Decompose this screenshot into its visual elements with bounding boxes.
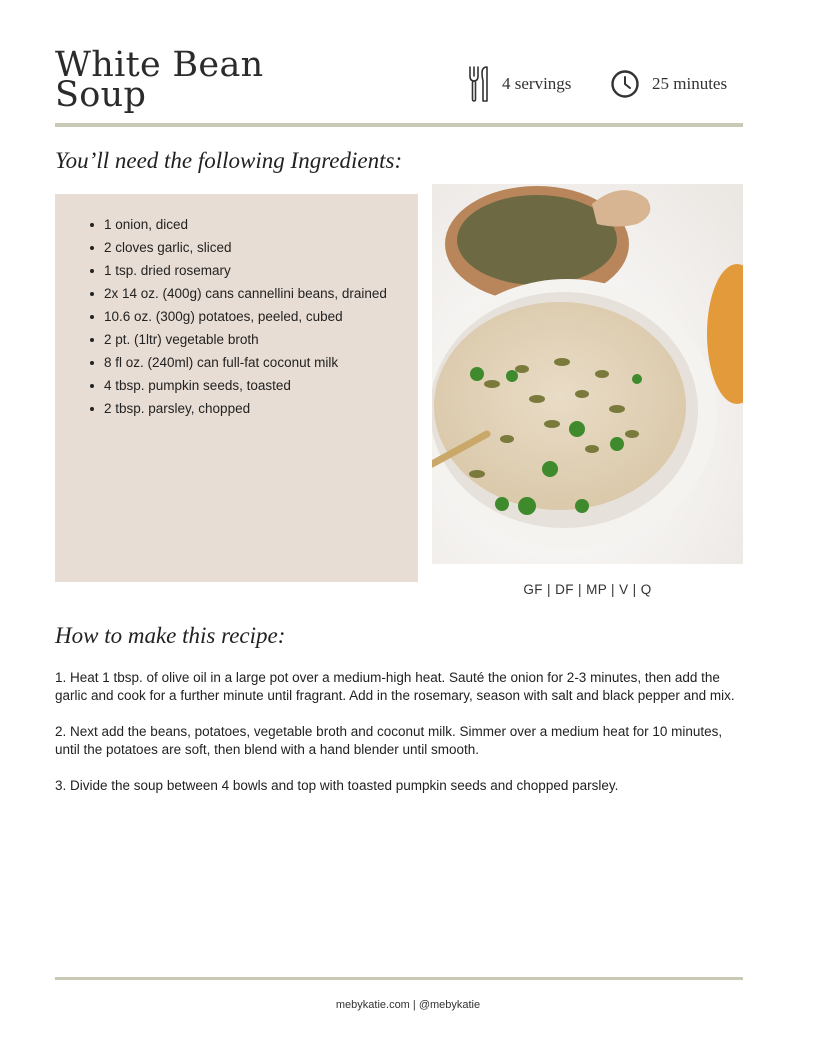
recipe-title <box>55 45 264 115</box>
diet-tags: GF | DF | MP | V | Q <box>523 582 652 597</box>
ingredient-item: 2 pt. (1ltr) vegetable broth <box>104 328 398 351</box>
soup-bowl-illustration <box>432 184 743 564</box>
method-step: 1. Heat 1 tbsp. of olive oil in a large pot over a medium-high heat. Sauté the onion for 2-3 minutes, then add the garlic and cook for a further minute until fragrant. Add in the rosemary, season with salt and black pepper and mix. <box>55 670 735 703</box>
fork-knife-icon <box>468 65 490 103</box>
time-info <box>610 64 727 104</box>
ingredient-item: 1 onion, diced <box>104 213 398 236</box>
method-heading: How to make this recipe: <box>55 623 286 648</box>
ingredient-item: 4 tbsp. pumpkin seeds, toasted <box>104 374 398 397</box>
soup-photo <box>432 184 743 564</box>
clock-icon <box>610 69 640 99</box>
servings-text: 4 servings <box>502 74 572 93</box>
ingredients-panel <box>55 194 418 582</box>
footer-divider <box>55 977 743 980</box>
ingredient-item: 2 cloves garlic, sliced <box>104 236 398 259</box>
ingredient-item: 2 tbsp. parsley, chopped <box>104 397 398 420</box>
ingredient-item: 8 fl oz. (240ml) can full-fat coconut milk <box>104 351 398 374</box>
method-step: 2. Next add the beans, potatoes, vegetable broth and coconut milk. Simmer over a medium heat for 10 minutes, until the potatoes are soft, then blend with a hand blender until smooth. <box>55 724 723 757</box>
ingredient-item: 10.6 oz. (300g) potatoes, peeled, cubed <box>104 305 398 328</box>
recipe-title-line-2: Soup <box>55 75 147 115</box>
method-steps <box>55 669 745 813</box>
header-divider <box>55 123 743 127</box>
time-text: 25 minutes <box>652 74 728 93</box>
ingredient-item: 1 tsp. dried rosemary <box>104 259 398 282</box>
footer-credit: mebykatie.com | @mebykatie <box>335 999 481 1011</box>
ingredients-list <box>104 213 398 420</box>
recipe-title-line-1: White Bean <box>55 45 264 85</box>
method-step: 3. Divide the soup between 4 bowls and top with toasted pumpkin seeds and chopped parsley. <box>55 778 619 793</box>
ingredients-heading: You’ll need the following Ingredients: <box>55 148 403 173</box>
servings-info <box>468 64 571 104</box>
ingredient-item: 2x 14 oz. (400g) cans cannellini beans, drained <box>104 282 398 305</box>
